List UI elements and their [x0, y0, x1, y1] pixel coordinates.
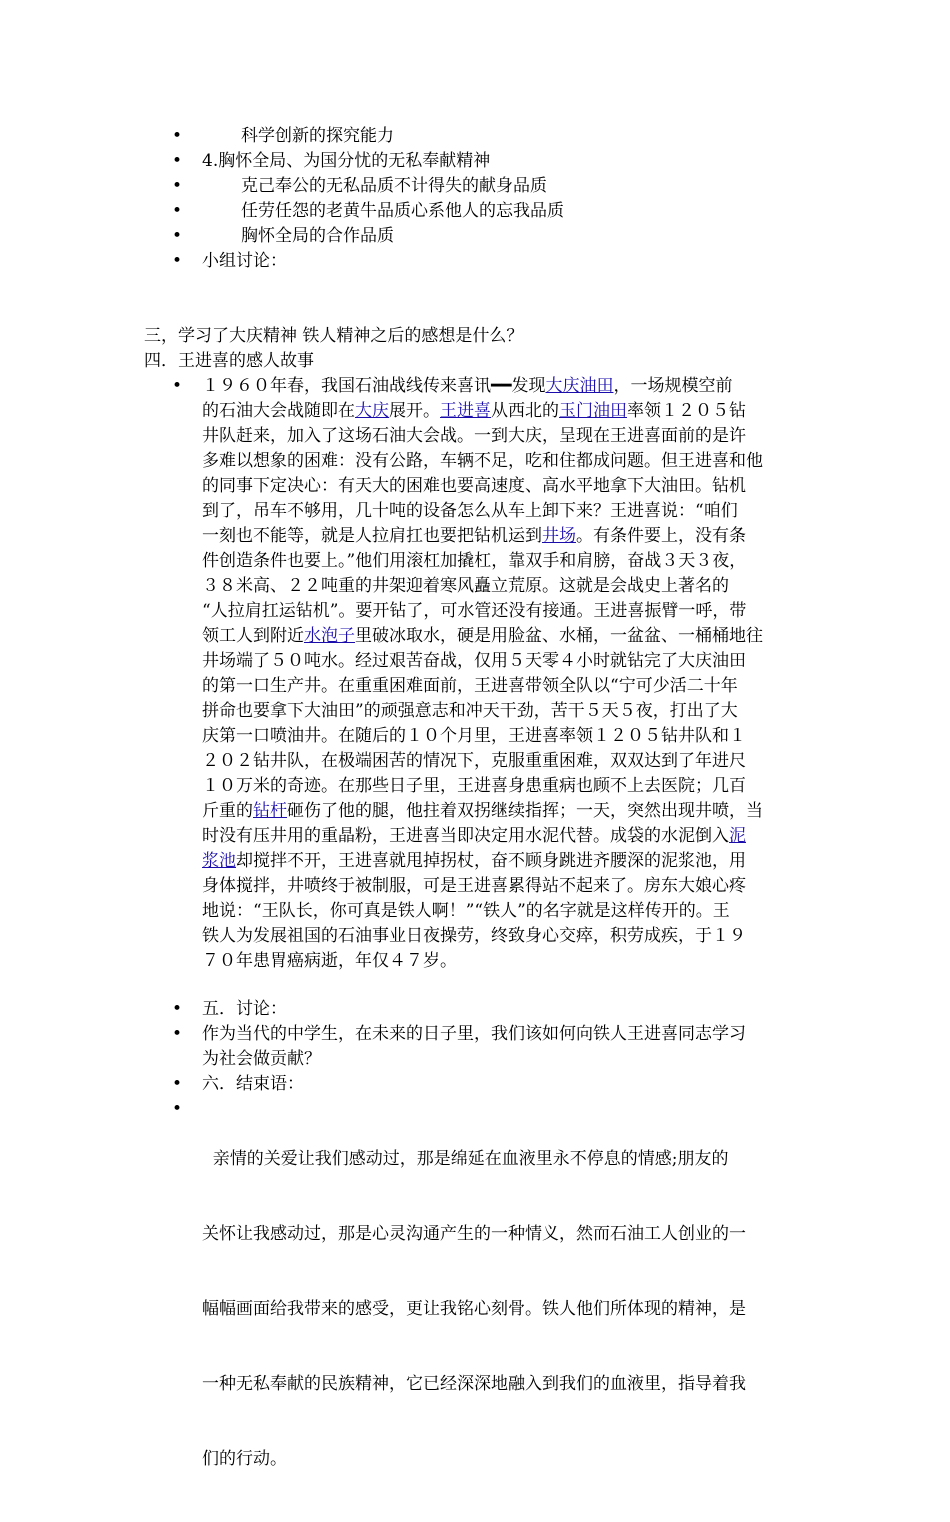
- story-text: 多难以想象的困难：没有公路，车辆不足，吃和住都成问题。但王进喜和他: [202, 451, 763, 471]
- story-line: [202, 399, 814, 424]
- story-line: [202, 424, 814, 449]
- story-link[interactable]: 井场: [542, 526, 576, 546]
- story-text: ，一场规模空前: [613, 376, 733, 396]
- closing-paragraph: [202, 1097, 814, 1522]
- story-line: [202, 799, 814, 824]
- story-text: ７０年患胃癌病逝，年仅４７岁。: [202, 951, 457, 971]
- question-line: 为社会做贡献？: [202, 1049, 321, 1069]
- story-text: 庆第一口喷油井。在随后的１０个月里，王进喜率领１２０５钻井队和１: [202, 726, 746, 746]
- story-link[interactable]: 泥: [729, 826, 746, 846]
- story-link[interactable]: 王进喜: [440, 401, 491, 421]
- story-line: [202, 949, 814, 974]
- story-text: 。有条件要上，没有条: [576, 526, 746, 546]
- closing-line: 一种无私奉献的民族精神，它已经深深地融入到我们的血液里，指导着我: [202, 1374, 746, 1394]
- story-text: 井场端了５０吨水。经过艰苦奋战，仅用５天零４小时就钻完了大庆油田: [202, 651, 746, 671]
- story-text: “人拉肩扛运钻机”。要开钻了，可水管还没有接通。王进喜振臂一呼，带: [202, 601, 747, 621]
- story-text: 领工人到附近: [202, 626, 304, 646]
- story-line: [202, 649, 814, 674]
- bullet-text: 任劳任怨的老黄牛品质心系他人的忘我品质: [241, 201, 564, 221]
- closing-bullet: •: [172, 1099, 183, 1119]
- story-bullet: •: [172, 376, 183, 396]
- story-text: 从西北的: [491, 401, 559, 421]
- closing-line: 们的行动。: [202, 1449, 287, 1469]
- story-line: [202, 599, 814, 624]
- story-text: 地说：“王队长，你可真是铁人啊！”“铁人”的名字就是这样传开的。王: [202, 901, 730, 921]
- story-text: 砸伤了他的腿，他拄着双拐继续指挥；一天，突然出现井喷，当: [287, 801, 763, 821]
- story-text: 件创造条件也要上。”他们用滚杠加撬杠，靠双手和肩膀，奋战３天３夜，: [202, 551, 747, 571]
- story-text: 里破冰取水，硬是用脸盆、水桶，一盆盆、一桶桶地往: [355, 626, 763, 646]
- bullet-text: 4.胸怀全局、为国分忧的无私奉献精神: [202, 151, 491, 171]
- story-text: １０万米的奇迹。在那些日子里，王进喜身患重病也顾不上去医院；几百: [202, 776, 746, 796]
- bullet-icon: •: [172, 176, 183, 196]
- story-line: [202, 624, 814, 649]
- section-6-heading: 六．结束语：: [202, 1074, 304, 1094]
- bullet-text: 克己奉公的无私品质不计得失的献身品质: [241, 176, 547, 196]
- story-link[interactable]: 大庆: [355, 401, 389, 421]
- bullet-icon: •: [172, 201, 183, 221]
- story-line: [202, 574, 814, 599]
- bullet-icon: •: [172, 251, 183, 271]
- story-line: [202, 524, 814, 549]
- section-5-heading: 五．讨论：: [202, 999, 287, 1019]
- story-text: 的同事下定决心：有天大的困难也要高速度、高水平地拿下大油田。钻机: [202, 476, 746, 496]
- story-line: [202, 499, 814, 524]
- story-text: 到了，吊车不够用，几十吨的设备怎么从车上卸下来？王进喜说：“咱们: [202, 501, 738, 521]
- bullet-text: 胸怀全局的合作品质: [241, 226, 394, 246]
- story-text: 的第一口生产井。在重重困难面前，王进喜带领全队以“宁可少活二十年: [202, 676, 738, 696]
- bullet-text: 科学创新的探究能力: [241, 126, 394, 146]
- story-line: [202, 449, 814, 474]
- story-text: １９６０年春，我国石油战线传来喜讯━━发现: [202, 376, 546, 396]
- question-bullet: •: [172, 1024, 183, 1044]
- story-link[interactable]: 钻杆: [253, 801, 287, 821]
- story-text: ３８米高、２２吨重的井架迎着寒风矗立荒原。这就是会战史上著名的: [202, 576, 729, 596]
- story-line: [202, 374, 814, 399]
- story-line: [202, 774, 814, 799]
- bullet-icon: •: [172, 126, 183, 146]
- bullet-icon: •: [172, 226, 183, 246]
- story-paragraph: [202, 374, 814, 974]
- story-text: 一刻也不能等，就是人拉肩扛也要把钻机运到: [202, 526, 542, 546]
- story-line: [202, 749, 814, 774]
- story-line: [202, 874, 814, 899]
- story-line: [202, 824, 814, 849]
- story-text: 斤重的: [202, 801, 253, 821]
- section-3-heading: 三，学习了大庆精神 铁人精神之后的感想是什么？: [144, 326, 524, 346]
- story-text: 身体搅拌，井喷终于被制服，可是王进喜累得站不起来了。房东大娘心疼: [202, 876, 746, 896]
- story-text: 的石油大会战随即在: [202, 401, 355, 421]
- discussion-question: [202, 1022, 814, 1072]
- story-line: [202, 899, 814, 924]
- story-line: [202, 849, 814, 874]
- story-text: 井队赶来，加入了这场石油大会战。一到大庆，呈现在王进喜面前的是许: [202, 426, 746, 446]
- question-line: 作为当代的中学生，在未来的日子里，我们该如何向铁人王进喜同志学习: [202, 1024, 746, 1044]
- section-4-heading: 四．王进喜的感人故事: [144, 351, 314, 371]
- story-text: 却搅拌不开，王进喜就甩掉拐杖，奋不顾身跳进齐腰深的泥浆池，用: [236, 851, 746, 871]
- story-text: 拼命也要拿下大油田”的顽强意志和冲天干劲，苦干５天５夜，打出了大: [202, 701, 738, 721]
- story-link[interactable]: 玉门油田: [559, 401, 627, 421]
- story-link[interactable]: 大庆油田: [545, 376, 614, 396]
- story-line: [202, 924, 814, 949]
- story-line: [202, 724, 814, 749]
- section-6-bullet: •: [172, 1074, 183, 1094]
- story-line: [202, 549, 814, 574]
- closing-line: 关怀让我感动过，那是心灵沟通产生的一种情义，然而石油工人创业的一: [202, 1224, 746, 1244]
- story-link[interactable]: 浆池: [202, 851, 236, 871]
- closing-line: 幅幅画面给我带来的感受，更让我铭心刻骨。铁人他们所体现的精神，是: [202, 1299, 746, 1319]
- bullet-icon: •: [172, 151, 183, 171]
- story-line: [202, 674, 814, 699]
- story-text: 时没有压井用的重晶粉，王进喜当即决定用水泥代替。成袋的水泥倒入: [202, 826, 729, 846]
- section-5-bullet: •: [172, 999, 183, 1019]
- story-link[interactable]: 水泡子: [304, 626, 355, 646]
- bullet-text: 小组讨论：: [202, 251, 287, 271]
- story-text: 铁人为发展祖国的石油事业日夜操劳，终致身心交瘁，积劳成疾，于１９: [202, 926, 746, 946]
- story-text: 展开。: [389, 401, 440, 421]
- story-line: [202, 699, 814, 724]
- story-line: [202, 474, 814, 499]
- story-text: ２０２钻井队，在极端困苦的情况下，克服重重困难，双双达到了年进尺: [202, 751, 746, 771]
- closing-line: 亲情的关爱让我们感动过，那是绵延在血液里永不停息的情感;朋友的: [202, 1149, 729, 1169]
- story-text: 率领１２０５钻: [627, 401, 746, 421]
